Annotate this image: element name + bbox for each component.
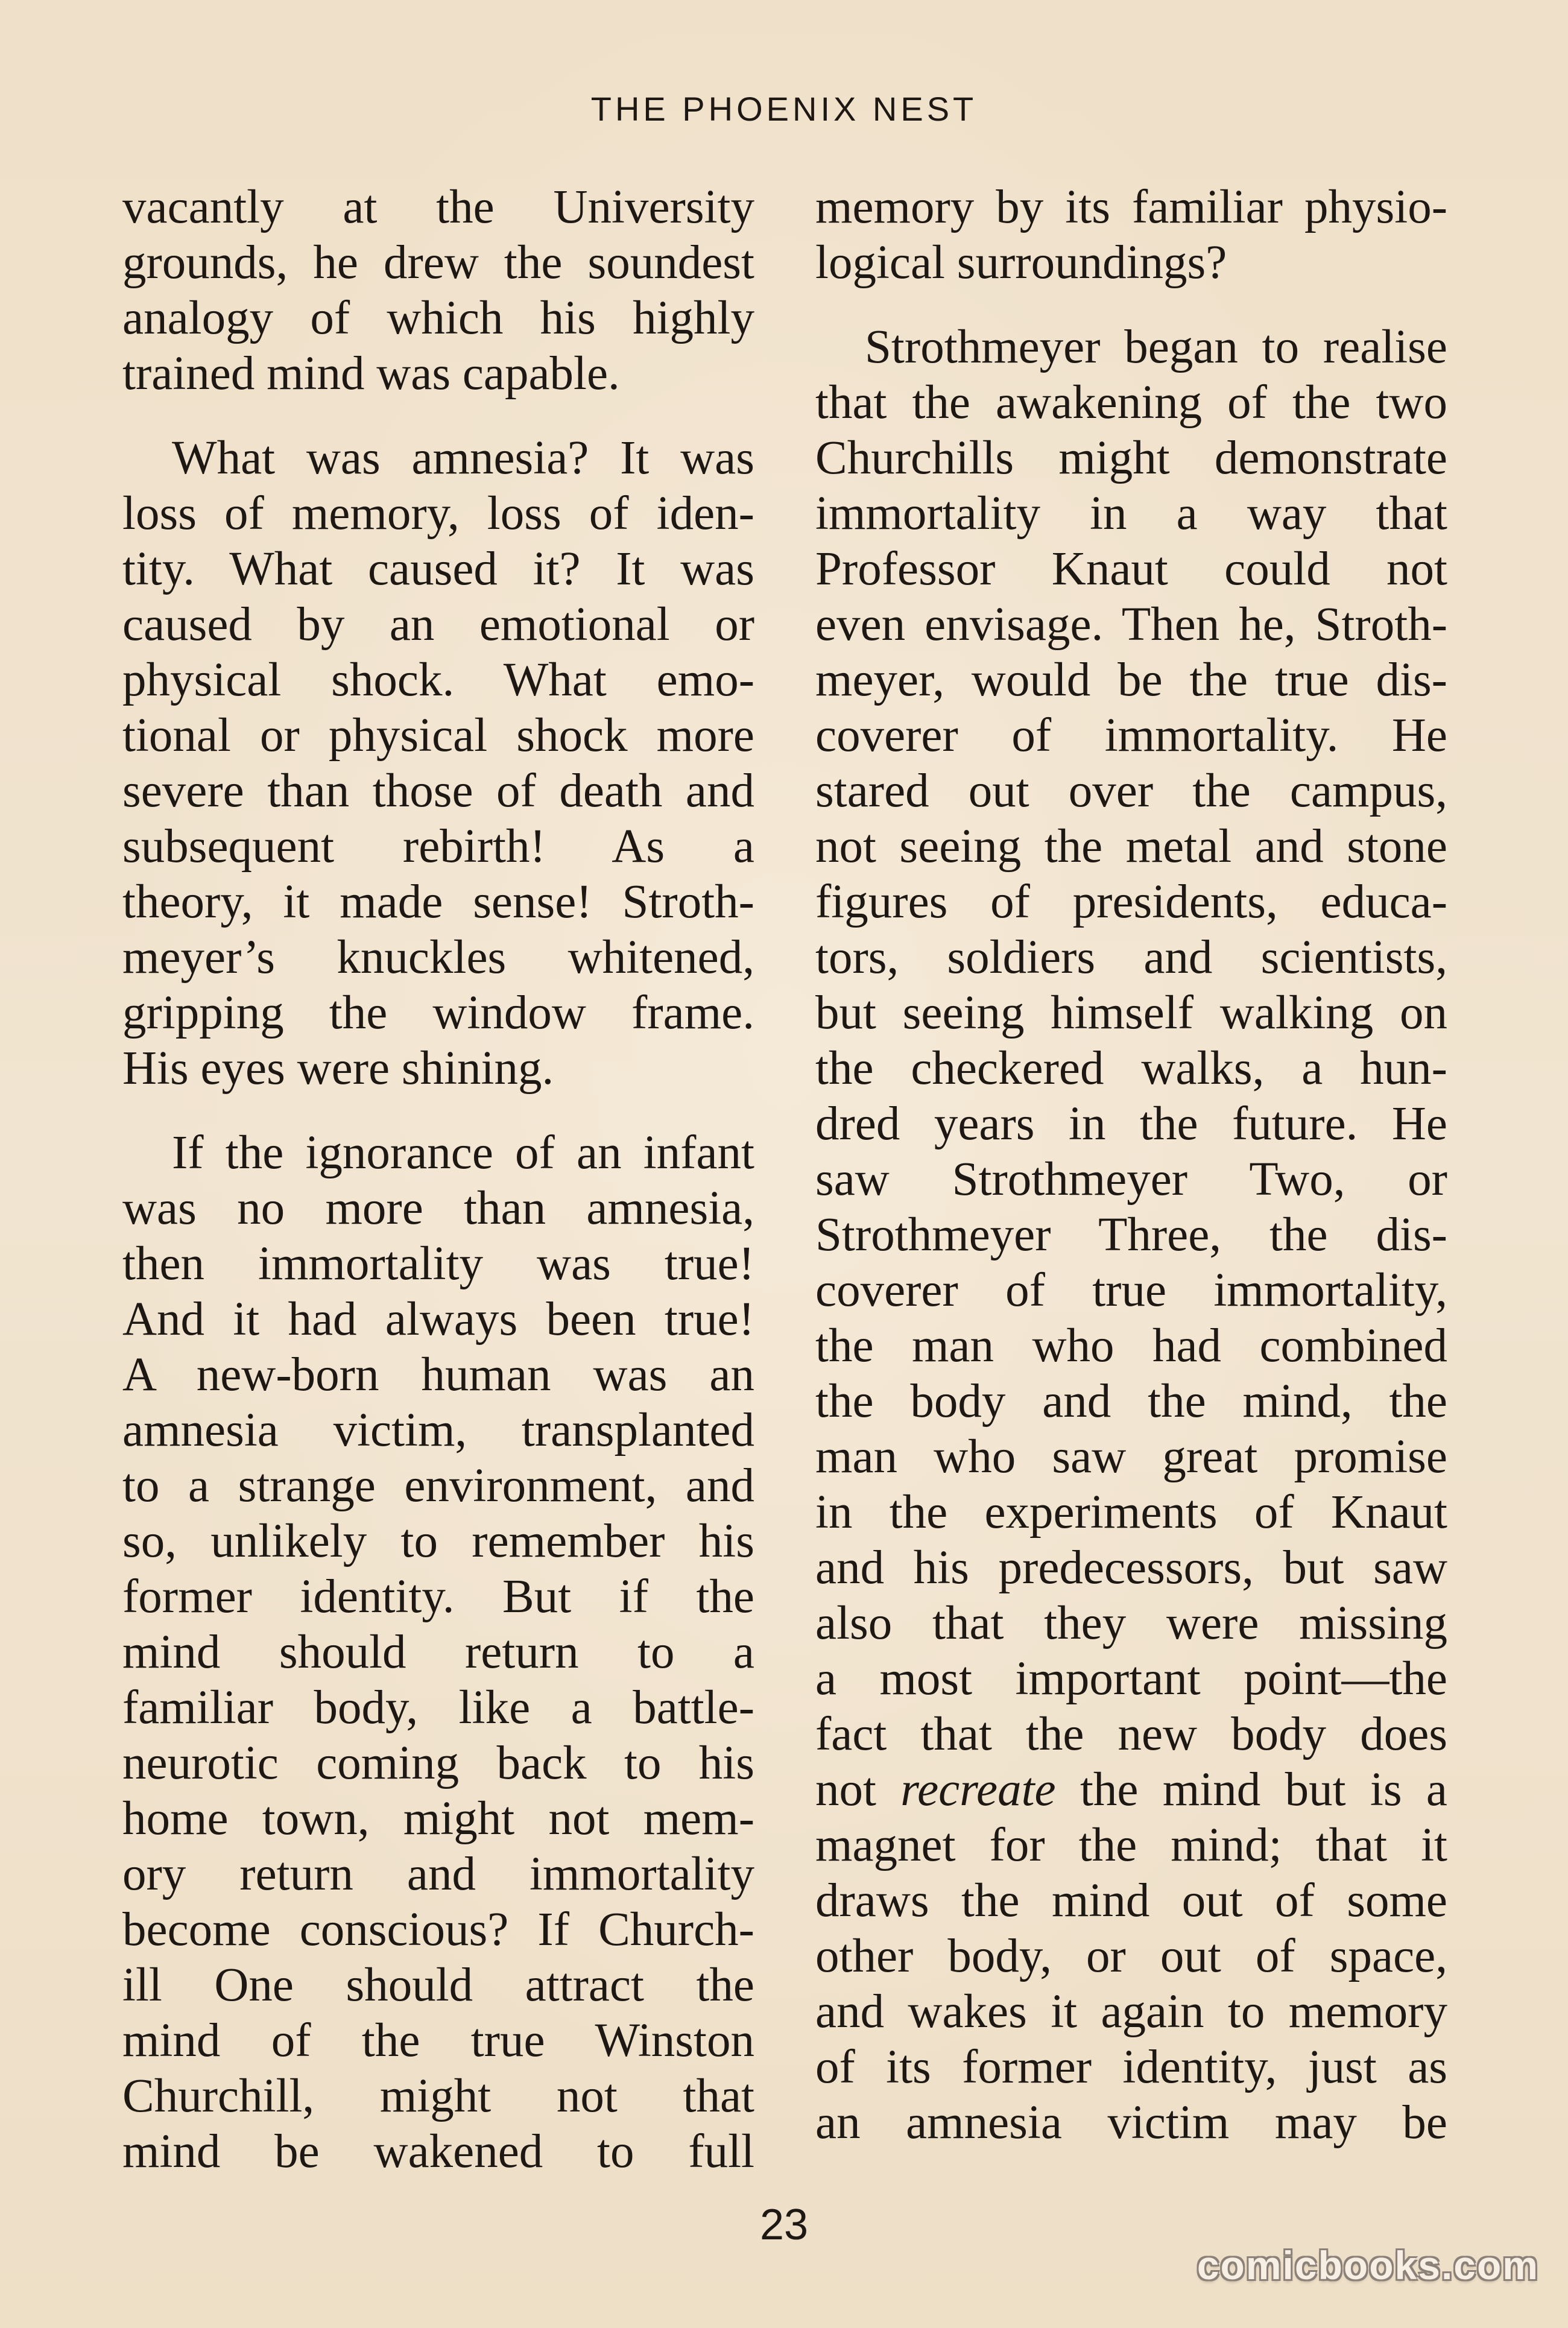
text-line: trained mind was capable. (122, 347, 620, 400)
page-number: 23 (759, 2201, 809, 2249)
text-line: logical surroundings? (815, 236, 1227, 289)
text-line: that the awakening of the two (815, 376, 1447, 429)
text-segment: the mind but is a (1055, 1763, 1447, 1816)
text-line: grounds, he drew the soundest (122, 236, 754, 289)
text-line: magnet for the mind; that it (815, 1819, 1447, 1871)
text-line: was no more than amnesia, (122, 1182, 754, 1235)
text-line: Churchill, might not that (122, 2070, 754, 2122)
text-line: physical shock. What emo- (122, 654, 754, 706)
paragraph-gap (122, 402, 754, 431)
text-line: home town, might not mem- (122, 1792, 754, 1845)
text-line: the checkered walks, a hun- (815, 1042, 1447, 1095)
text-line: stared out over the campus, (815, 765, 1447, 817)
text-line: And it had always been true! (122, 1293, 754, 1346)
text-line: dred years in the future. He (815, 1098, 1447, 1150)
text-line: theory, it made sense! Stroth- (122, 876, 754, 928)
paragraph-gap (815, 291, 1447, 320)
running-head: THE PHOENIX NEST (590, 90, 978, 128)
text-line: loss of memory, loss of iden- (122, 487, 754, 540)
right-column (815, 180, 1447, 2151)
text-line: What was amnesia? It was (172, 432, 754, 484)
text-line: tity. What caused it? It was (122, 543, 754, 595)
text-line: tors, soldiers and scientists, (815, 931, 1447, 984)
text-line: Strothmeyer began to realise (865, 321, 1447, 373)
watermark-logo: comicbooks.com (1197, 2243, 1539, 2288)
text-line: in the experiments of Knaut (815, 1486, 1447, 1539)
text-line: man who saw great promise (815, 1431, 1447, 1483)
text-line: A new-born human was an (122, 1349, 754, 1401)
paragraph-gap (122, 1096, 754, 1125)
text-line: vacantly at the University (122, 181, 754, 233)
text-line: but seeing himself walking on (815, 987, 1447, 1039)
text-segment: not (815, 1763, 901, 1816)
text-line: mind of the true Winston (122, 2014, 754, 2067)
text-line: figures of presidents, educa- (815, 876, 1447, 928)
text-line: Churchills might demonstrate (815, 432, 1447, 484)
text-line: amnesia victim, transplanted (122, 1404, 754, 1457)
text-line: meyer’s knuckles whitened, (122, 931, 754, 984)
text-line: subsequent rebirth! As a (122, 820, 754, 873)
text-line: memory by its familiar physio- (815, 181, 1447, 233)
text-line: the body and the mind, the (815, 1375, 1447, 1428)
text-line: to a strange environment, and (122, 1460, 754, 1512)
text-line: draws the mind out of some (815, 1874, 1447, 1927)
text-line: caused by an emotional or (122, 598, 754, 651)
text-line: mind be wakened to full (122, 2125, 754, 2178)
text-line: ory return and immortality (122, 1848, 754, 1900)
text-line: not seeing the metal and stone (815, 820, 1447, 873)
text-line: become conscious? If Church- (122, 1903, 754, 1956)
text-line: other body, or out of space, (815, 1930, 1447, 1982)
text-line: mind should return to a (122, 1626, 754, 1678)
text-line: Professor Knaut could not (815, 543, 1447, 595)
text-line: His eyes were shining. (122, 1042, 554, 1095)
text-line: immortality in a way that (815, 487, 1447, 540)
text-line: also that they were missing (815, 1597, 1447, 1650)
text-line: neurotic coming back to his (122, 1737, 754, 1789)
text-line: saw Strothmeyer Two, or (815, 1153, 1447, 1206)
text-line: so, unlikely to remember his (122, 1515, 754, 1567)
text-line: severe than those of death and (122, 765, 754, 817)
text-line: Strothmeyer Three, the dis- (815, 1209, 1447, 1261)
italic-word: recreate (900, 1763, 1056, 1816)
text-line: coverer of true immortality, (815, 1264, 1447, 1317)
text-line: and his predecessors, but saw (815, 1542, 1447, 1594)
text-line: then immortality was true! (122, 1238, 754, 1290)
text-line: fact that the new body does (815, 1708, 1447, 1760)
text-line: coverer of immortality. He (815, 709, 1447, 762)
text-line: and wakes it again to memory (815, 1985, 1447, 2038)
text-line: a most important point—the (815, 1653, 1447, 1705)
text-line: an amnesia victim may be (815, 2096, 1447, 2149)
text-line: meyer, would be the true dis- (815, 654, 1447, 706)
text-line: If the ignorance of an infant (172, 1127, 754, 1179)
text-line: analogy of which his highly (122, 292, 754, 344)
text-line: even envisage. Then he, Stroth- (815, 598, 1447, 651)
text-line: former identity. But if the (122, 1570, 754, 1623)
text-line: ill One should attract the (122, 1959, 754, 2011)
text-line: of its former identity, just as (815, 2041, 1447, 2093)
left-column (122, 180, 754, 2180)
text-line: familiar body, like a battle- (122, 1681, 754, 1734)
text-line: the man who had combined (815, 1320, 1447, 1372)
text-line: gripping the window frame. (122, 987, 754, 1039)
text-line-with-italic (815, 1762, 1447, 1818)
text-line: tional or physical shock more (122, 709, 754, 762)
